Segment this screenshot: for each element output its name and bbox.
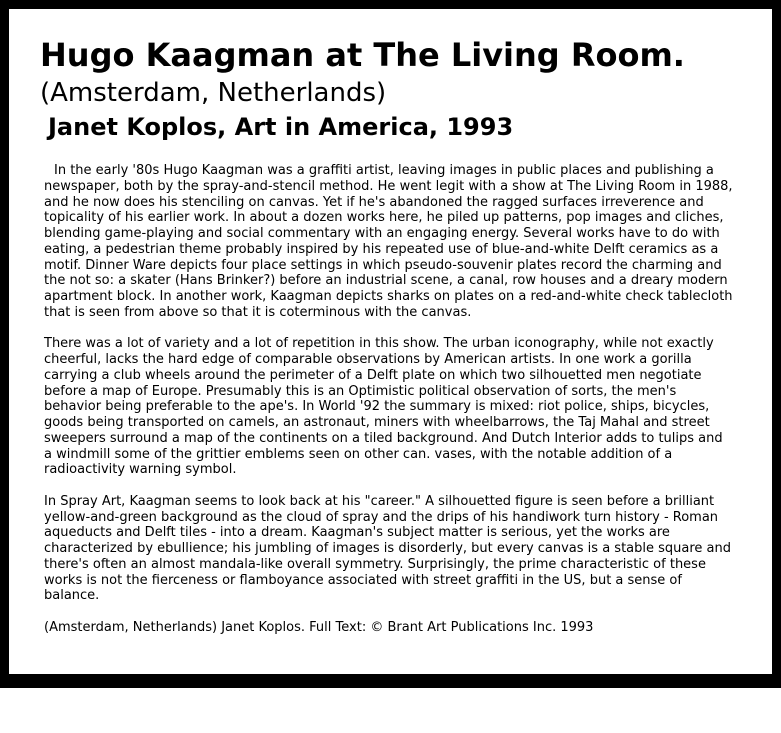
paragraph-1 [44,163,734,321]
article-footer: (Amsterdam, Netherlands) Janet Koplos. Full Text: © Brant Art Publications Inc. 1993 [44,619,594,635]
paragraph-2: There was a lot of variety and a lot of repetition in this show. The urban iconography, while not exactly cheerful, lacks the hard edge of comparable observations by American artists. In one work a gorilla carrying a club wheels around the perimeter of a Delft plate on which two silhouetted men negotiate before a map of Europe. Presumably this is an Optimistic political observation of sorts, the men's behavior being preferable to the ape's. In World '92 the summary is mixed: riot police, ships, bicycles, goods being transported on camels, an astronaut, miners with wheelbarrows, the Taj Mahal and street sweepers surround a map of the continents on a tiled background. And Dutch Interior adds to tulips and a windmill some of the grittier emblems seen on other can. vases, with the notable addition of a radioactivity warning symbol. [44,336,723,478]
paragraph-1-text: In the early '80s Hugo Kaagman was a graffiti artist, leaving images in public places and publishing a newspaper, both by the spray-and-stencil method. He went legit with a show at The Living Room in 1988, and he now does his stenciling on canvas. Yet if he's abandoned the ragged surfaces irreverence and topicality of his earlier work. In about a dozen works here, he piled up patterns, pop images and cliches, blending game-playing and social commentary with an engaging energy. Several works have to do with eating, a pedestrian theme probably inspired by his repeated use of blue-and-white Delft ceramics as a motif. Dinner Ware depicts four place settings in which pseudo-souvenir plates record the charming and the not so: a skater (Hans Brinker?) before an industrial scene, a canal, row houses and a dreary modern apartment block. In another work, Kaagman depicts sharks on plates on a red-and-white check tablecloth that is seen from above so that it is coterminous with the canvas. [44,163,733,320]
article-body [44,163,734,651]
paragraph-3: In Spray Art, Kaagman seems to look back at his "career." A silhouetted figure is seen before a brilliant yellow-and-green background as the cloud of spray and the drips of his handiwork turn history - Roman aqueducts and Delft tiles - into a dream. Kaagman's subject matter is serious, yet the works are characterized by ebullience; his jumbling of images is disorderly, but every canvas is a stable square and there's often an almost mandala-like overall symmetry. Surprisingly, the prime characteristic of these works is not the fierceness or flamboyance associated with street graffiti in the US, but a sense of balance. [44,493,732,604]
article-byline: Janet Koplos, Art in America, 1993 [48,113,514,141]
article-location: (Amsterdam, Netherlands) [40,78,387,108]
article-title: Hugo Kaagman at The Living Room. [40,36,685,74]
